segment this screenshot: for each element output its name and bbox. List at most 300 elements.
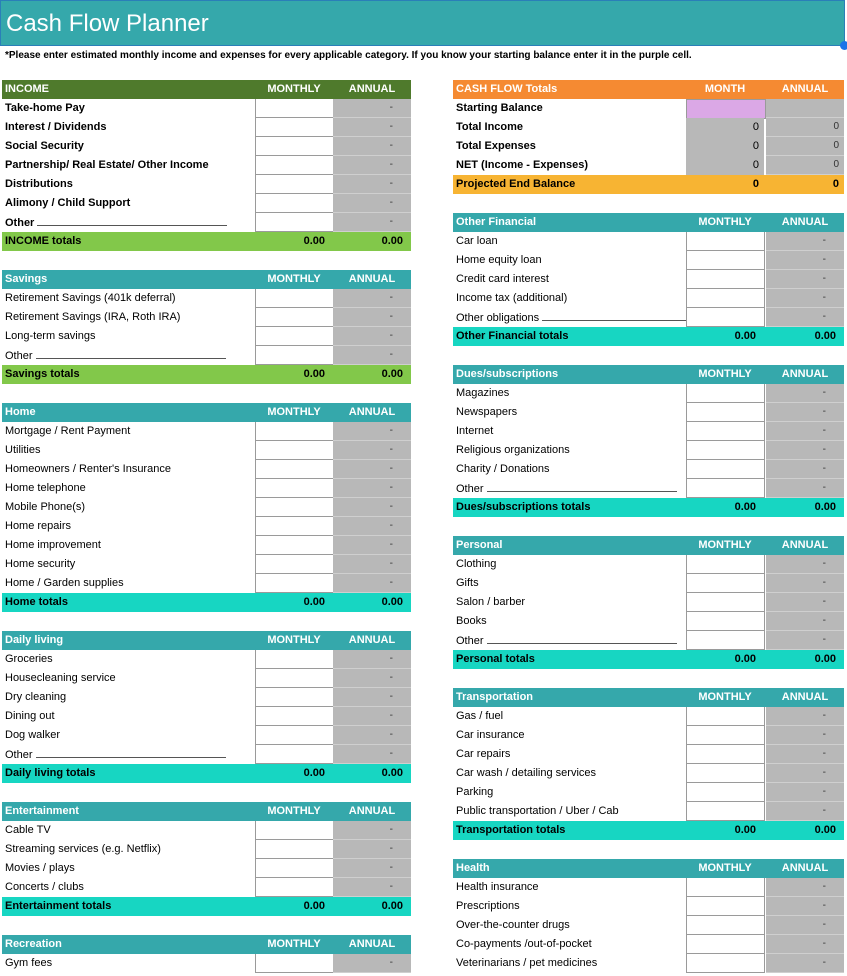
daily-living-header	[2, 631, 411, 650]
entertainment-totals-row	[2, 897, 411, 916]
annual-cell	[766, 308, 844, 327]
dues-subscriptions-totals-row	[453, 498, 844, 517]
annual-value: -	[822, 919, 826, 930]
totals-label: Transportation totals	[456, 824, 566, 836]
row-label: Dog walker	[5, 729, 61, 741]
monthly-input-cell[interactable]	[255, 441, 334, 460]
row-label: Housecleaning service	[5, 672, 116, 684]
monthly-input-cell[interactable]	[686, 726, 765, 745]
totals-label: Home totals	[5, 596, 68, 608]
transportation-section	[453, 688, 844, 840]
annual-value: -	[389, 672, 393, 683]
monthly-input-cell[interactable]	[686, 460, 765, 479]
table-row	[2, 175, 411, 194]
annual-value: -	[389, 178, 393, 189]
row-label: Alimony / Child Support	[5, 197, 131, 209]
table-row	[453, 270, 844, 289]
monthly-input-cell[interactable]	[686, 593, 765, 612]
totals-label: Daily living totals	[5, 767, 96, 779]
monthly-input-cell[interactable]	[686, 289, 765, 308]
annual-cell	[766, 745, 844, 764]
table-row	[2, 574, 411, 593]
monthly-total: 0.00	[734, 824, 756, 836]
cashflow-header	[453, 80, 844, 99]
annual-cell	[766, 916, 844, 935]
table-row	[2, 821, 411, 840]
monthly-input-cell[interactable]	[686, 802, 765, 821]
annual-value: -	[389, 520, 393, 531]
monthly-input-cell[interactable]	[255, 479, 334, 498]
savings-header	[2, 270, 411, 289]
table-row	[2, 99, 411, 118]
monthly-input-cell[interactable]	[686, 916, 765, 935]
annual-value: -	[389, 444, 393, 455]
row-label: Social Security	[5, 140, 84, 152]
table-row	[453, 916, 844, 935]
annual-cell	[766, 935, 844, 954]
annual-value: -	[389, 824, 393, 835]
monthly-column-header: MONTHLY	[267, 938, 321, 950]
annual-value: -	[822, 235, 826, 246]
annual-cell	[333, 308, 411, 327]
monthly-input-cell[interactable]	[686, 441, 765, 460]
annual-column-header: ANNUAL	[348, 634, 396, 646]
blank-line	[36, 748, 226, 758]
annual-cell	[333, 840, 411, 859]
table-row	[453, 802, 844, 821]
annual-cell	[766, 802, 844, 821]
table-row	[453, 631, 844, 650]
table-row	[453, 897, 844, 916]
annual-total: 0.00	[814, 330, 836, 342]
table-row	[2, 707, 411, 726]
row-label: Cable TV	[5, 824, 51, 836]
monthly-input-cell[interactable]	[686, 308, 765, 327]
projected-end-balance-row	[453, 175, 844, 194]
row-label: Home / Garden supplies	[5, 577, 124, 589]
table-row	[453, 460, 844, 479]
monthly-input-cell[interactable]	[686, 745, 765, 764]
monthly-input-cell[interactable]	[255, 498, 334, 517]
monthly-input-cell[interactable]	[255, 650, 334, 669]
annual-cell	[333, 289, 411, 308]
monthly-input-cell[interactable]	[686, 555, 765, 574]
row-label: Other obligations	[456, 311, 732, 324]
monthly-input-cell[interactable]	[255, 669, 334, 688]
monthly-input-cell[interactable]	[686, 403, 765, 422]
row-label: Veterinarians / pet medicines	[456, 957, 598, 969]
page-title: Cash Flow Planner	[6, 10, 209, 37]
entertainment-header-label: Entertainment	[5, 805, 79, 817]
annual-cell	[333, 460, 411, 479]
transportation-header-label: Transportation	[456, 691, 534, 703]
row-label: Car wash / detailing services	[456, 767, 597, 779]
home-header	[2, 403, 411, 422]
annual-value: -	[822, 577, 826, 588]
annual-cell	[333, 745, 411, 764]
annual-cell	[766, 289, 844, 308]
annual-value: -	[389, 653, 393, 664]
annual-cell	[766, 441, 844, 460]
annual-value: -	[389, 691, 393, 702]
income-totals-row	[2, 232, 411, 251]
row-label: Streaming services (e.g. Netflix)	[5, 843, 161, 855]
monthly-input-cell[interactable]	[686, 232, 765, 251]
row-label: Groceries	[5, 653, 53, 665]
table-row	[453, 441, 844, 460]
home-section	[2, 403, 411, 612]
annual-cell	[766, 954, 844, 973]
row-label: Concerts / clubs	[5, 881, 84, 893]
monthly-input-cell[interactable]	[686, 954, 765, 973]
monthly-input-cell[interactable]	[686, 631, 765, 650]
selection-handle[interactable]	[840, 41, 847, 50]
other-financial-header	[453, 213, 844, 232]
annual-column-header: ANNUAL	[348, 273, 396, 285]
table-row	[2, 840, 411, 859]
monthly-input-cell[interactable]	[255, 859, 334, 878]
annual-value: -	[822, 957, 826, 968]
annual-cell	[333, 137, 411, 156]
table-row	[2, 726, 411, 745]
annual-value-cell	[766, 137, 844, 156]
monthly-input-cell[interactable]	[686, 574, 765, 593]
row-label: Other	[5, 216, 227, 229]
annual-value: -	[389, 102, 393, 113]
table-row	[2, 517, 411, 536]
annual-cell	[333, 688, 411, 707]
annual-value: -	[822, 254, 826, 265]
table-row	[2, 878, 411, 897]
cashflow-row	[453, 156, 844, 175]
month-value: 0	[752, 140, 759, 152]
monthly-input-cell[interactable]	[255, 517, 334, 536]
annual-cell	[333, 574, 411, 593]
monthly-input-cell[interactable]	[255, 327, 334, 346]
annual-value: -	[389, 748, 393, 759]
annual-total: 0.00	[381, 368, 403, 380]
table-row	[2, 289, 411, 308]
annual-column-header: ANNUAL	[348, 83, 396, 95]
other-financial-totals-row	[453, 327, 844, 346]
annual-cell	[333, 327, 411, 346]
annual-cell	[766, 479, 844, 498]
table-row	[453, 555, 844, 574]
monthly-total: 0.00	[303, 368, 325, 380]
blank-line	[487, 482, 677, 492]
monthly-input-cell[interactable]	[686, 422, 765, 441]
annual-cell	[766, 422, 844, 441]
monthly-column-header: MONTHLY	[698, 691, 752, 703]
annual-cell	[766, 783, 844, 802]
table-row	[2, 669, 411, 688]
entertainment-header	[2, 802, 411, 821]
table-row	[2, 327, 411, 346]
annual-value: -	[389, 577, 393, 588]
annual-cell	[333, 669, 411, 688]
savings-section	[2, 270, 411, 384]
daily-living-section	[2, 631, 411, 783]
annual-total: 0.00	[814, 501, 836, 513]
annual-cell	[333, 422, 411, 441]
monthly-input-cell[interactable]	[255, 688, 334, 707]
row-label: Retirement Savings (IRA, Roth IRA)	[5, 311, 181, 323]
row-label: Home repairs	[5, 520, 72, 532]
annual-column-header: ANNUAL	[781, 539, 829, 551]
annual-cell	[766, 574, 844, 593]
blank-line	[37, 216, 227, 226]
month-value-cell	[686, 137, 764, 156]
recreation-header	[2, 935, 411, 954]
annual-cell	[766, 251, 844, 270]
table-row	[2, 859, 411, 878]
daily-living-totals-row	[2, 764, 411, 783]
row-label: Car loan	[456, 235, 498, 247]
monthly-input-cell[interactable]	[255, 878, 334, 897]
monthly-input-cell[interactable]	[255, 213, 334, 232]
row-label: Magazines	[456, 387, 510, 399]
home-header-label: Home	[5, 406, 36, 418]
monthly-input-cell[interactable]	[255, 707, 334, 726]
annual-value: -	[389, 482, 393, 493]
title-bar[interactable]	[0, 0, 845, 46]
annual-value: -	[822, 406, 826, 417]
row-label: Salon / barber	[456, 596, 526, 608]
projected-annual-value: 0	[832, 178, 839, 190]
annual-value: -	[822, 463, 826, 474]
table-row	[2, 194, 411, 213]
annual-cell	[333, 213, 411, 232]
monthly-input-cell[interactable]	[255, 726, 334, 745]
annual-cell	[333, 479, 411, 498]
annual-cell	[766, 460, 844, 479]
month-value-cell	[686, 156, 764, 175]
monthly-input-cell[interactable]	[255, 289, 334, 308]
blank-line	[487, 634, 677, 644]
monthly-total: 0.00	[303, 767, 325, 779]
annual-column-header: ANNUAL	[348, 406, 396, 418]
monthly-input-cell[interactable]	[686, 783, 765, 802]
row-label: Starting Balance	[456, 102, 543, 114]
totals-label: Other Financial totals	[456, 330, 569, 342]
row-label: Home security	[5, 558, 76, 570]
annual-total: 0.00	[381, 900, 403, 912]
row-label: Public transportation / Uber / Cab	[456, 805, 619, 817]
table-row	[2, 460, 411, 479]
annual-value: -	[822, 387, 826, 398]
annual-column-header: ANNUAL	[348, 938, 396, 950]
annual-value: -	[389, 216, 393, 227]
monthly-column-header: MONTHLY	[698, 862, 752, 874]
table-row	[2, 536, 411, 555]
row-label: Books	[456, 615, 487, 627]
table-row	[453, 479, 844, 498]
monthly-column-header: MONTHLY	[267, 273, 321, 285]
monthly-total: 0.00	[734, 330, 756, 342]
annual-value: -	[822, 425, 826, 436]
row-label: Home telephone	[5, 482, 86, 494]
annual-cell	[333, 175, 411, 194]
table-row	[2, 213, 411, 232]
annual-cell	[766, 403, 844, 422]
table-row	[2, 688, 411, 707]
row-label: Over-the-counter drugs	[456, 919, 570, 931]
annual-value: -	[389, 843, 393, 854]
monthly-input-cell[interactable]	[255, 175, 334, 194]
monthly-input-cell[interactable]	[686, 251, 765, 270]
table-row	[2, 118, 411, 137]
table-row	[2, 441, 411, 460]
table-row	[453, 954, 844, 973]
savings-totals-row	[2, 365, 411, 384]
recreation-header-label: Recreation	[5, 938, 62, 950]
annual-cell	[766, 631, 844, 650]
row-label: Long-term savings	[5, 330, 96, 342]
monthly-input-cell[interactable]	[686, 897, 765, 916]
annual-value: -	[822, 710, 826, 721]
annual-value: 0	[833, 140, 839, 151]
personal-header	[453, 536, 844, 555]
annual-value: -	[822, 767, 826, 778]
annual-cell	[333, 555, 411, 574]
monthly-input-cell[interactable]	[686, 270, 765, 289]
annual-value: -	[822, 311, 826, 322]
table-row	[453, 232, 844, 251]
row-label: Home equity loan	[456, 254, 542, 266]
row-label: Gifts	[456, 577, 479, 589]
table-row	[453, 935, 844, 954]
annual-value: -	[822, 596, 826, 607]
monthly-input-cell[interactable]	[255, 840, 334, 859]
annual-value: -	[389, 330, 393, 341]
monthly-input-cell[interactable]	[255, 137, 334, 156]
annual-cell	[333, 821, 411, 840]
monthly-column-header: MONTHLY	[267, 634, 321, 646]
annual-cell	[333, 517, 411, 536]
row-label: Parking	[456, 786, 494, 798]
monthly-input-cell[interactable]	[255, 954, 334, 973]
recreation-section	[2, 935, 411, 973]
monthly-input-cell[interactable]	[255, 156, 334, 175]
other-financial-section	[453, 213, 844, 346]
annual-value: -	[822, 938, 826, 949]
annual-cell	[333, 346, 411, 365]
annual-value: -	[822, 558, 826, 569]
blank-line	[36, 349, 226, 359]
annual-column-header: ANNUAL	[781, 691, 829, 703]
row-label: Interest / Dividends	[5, 121, 107, 133]
monthly-input-cell[interactable]	[255, 308, 334, 327]
row-label: Prescriptions	[456, 900, 520, 912]
monthly-input-cell[interactable]	[686, 479, 765, 498]
monthly-input-cell[interactable]	[255, 555, 334, 574]
totals-label: Entertainment totals	[5, 900, 112, 912]
cashflow-section	[453, 80, 844, 194]
annual-value: -	[389, 957, 393, 968]
monthly-input-cell[interactable]	[255, 574, 334, 593]
monthly-input-cell[interactable]	[255, 118, 334, 137]
table-row	[453, 878, 844, 897]
starting-balance-input[interactable]	[686, 99, 766, 119]
annual-column-header: ANNUAL	[781, 862, 829, 874]
monthly-input-cell[interactable]	[255, 745, 334, 764]
monthly-input-cell[interactable]	[686, 707, 765, 726]
annual-total: 0.00	[381, 235, 403, 247]
row-label: Car insurance	[456, 729, 525, 741]
monthly-input-cell[interactable]	[255, 194, 334, 213]
row-label: Internet	[456, 425, 494, 437]
monthly-input-cell[interactable]	[255, 460, 334, 479]
annual-total: 0.00	[381, 596, 403, 608]
health-header	[453, 859, 844, 878]
monthly-input-cell[interactable]	[255, 821, 334, 840]
row-label: Health insurance	[456, 881, 539, 893]
row-label: Home improvement	[5, 539, 101, 551]
annual-value: -	[822, 634, 826, 645]
table-row	[2, 156, 411, 175]
table-row	[2, 308, 411, 327]
row-label: Other	[5, 349, 226, 362]
row-label: Religious organizations	[456, 444, 570, 456]
cashflow-row	[453, 137, 844, 156]
cashflow-row	[453, 118, 844, 137]
table-row	[453, 783, 844, 802]
annual-cell	[766, 384, 844, 403]
annual-value: -	[822, 444, 826, 455]
row-label: Charity / Donations	[456, 463, 550, 475]
row-label: Total Income	[456, 121, 524, 133]
monthly-input-cell[interactable]	[686, 384, 765, 403]
monthly-input-cell[interactable]	[686, 612, 765, 631]
annual-cell	[766, 232, 844, 251]
month-value: 0	[752, 121, 759, 133]
monthly-input-cell[interactable]	[686, 878, 765, 897]
annual-value: -	[389, 710, 393, 721]
monthly-input-cell[interactable]	[255, 346, 334, 365]
annual-cell	[333, 954, 411, 973]
row-label: NET (Income - Expenses)	[456, 159, 589, 171]
row-label: Homeowners / Renter's Insurance	[5, 463, 171, 475]
row-label: Projected End Balance	[456, 178, 576, 190]
monthly-total: 0.00	[303, 235, 325, 247]
row-label: Other	[5, 748, 226, 761]
monthly-input-cell[interactable]	[255, 99, 334, 118]
table-row	[453, 403, 844, 422]
monthly-total: 0.00	[734, 501, 756, 513]
row-label: Take-home Pay	[5, 102, 85, 114]
annual-value: -	[389, 463, 393, 474]
monthly-total: 0.00	[303, 900, 325, 912]
monthly-input-cell[interactable]	[686, 764, 765, 783]
personal-totals-row	[453, 650, 844, 669]
row-label: Income tax (additional)	[456, 292, 568, 304]
annual-value: -	[822, 292, 826, 303]
monthly-input-cell[interactable]	[255, 536, 334, 555]
annual-value: -	[822, 729, 826, 740]
cashflow-header-label: CASH FLOW Totals	[456, 83, 558, 95]
annual-value-cell	[766, 118, 844, 137]
annual-value: -	[389, 140, 393, 151]
table-row	[453, 422, 844, 441]
annual-cell	[333, 707, 411, 726]
monthly-input-cell[interactable]	[255, 422, 334, 441]
month-column-header: MONTH	[704, 83, 746, 95]
table-row	[2, 422, 411, 441]
monthly-input-cell[interactable]	[686, 935, 765, 954]
annual-value: 0	[833, 159, 839, 170]
annual-cell	[766, 555, 844, 574]
annual-value: -	[389, 197, 393, 208]
